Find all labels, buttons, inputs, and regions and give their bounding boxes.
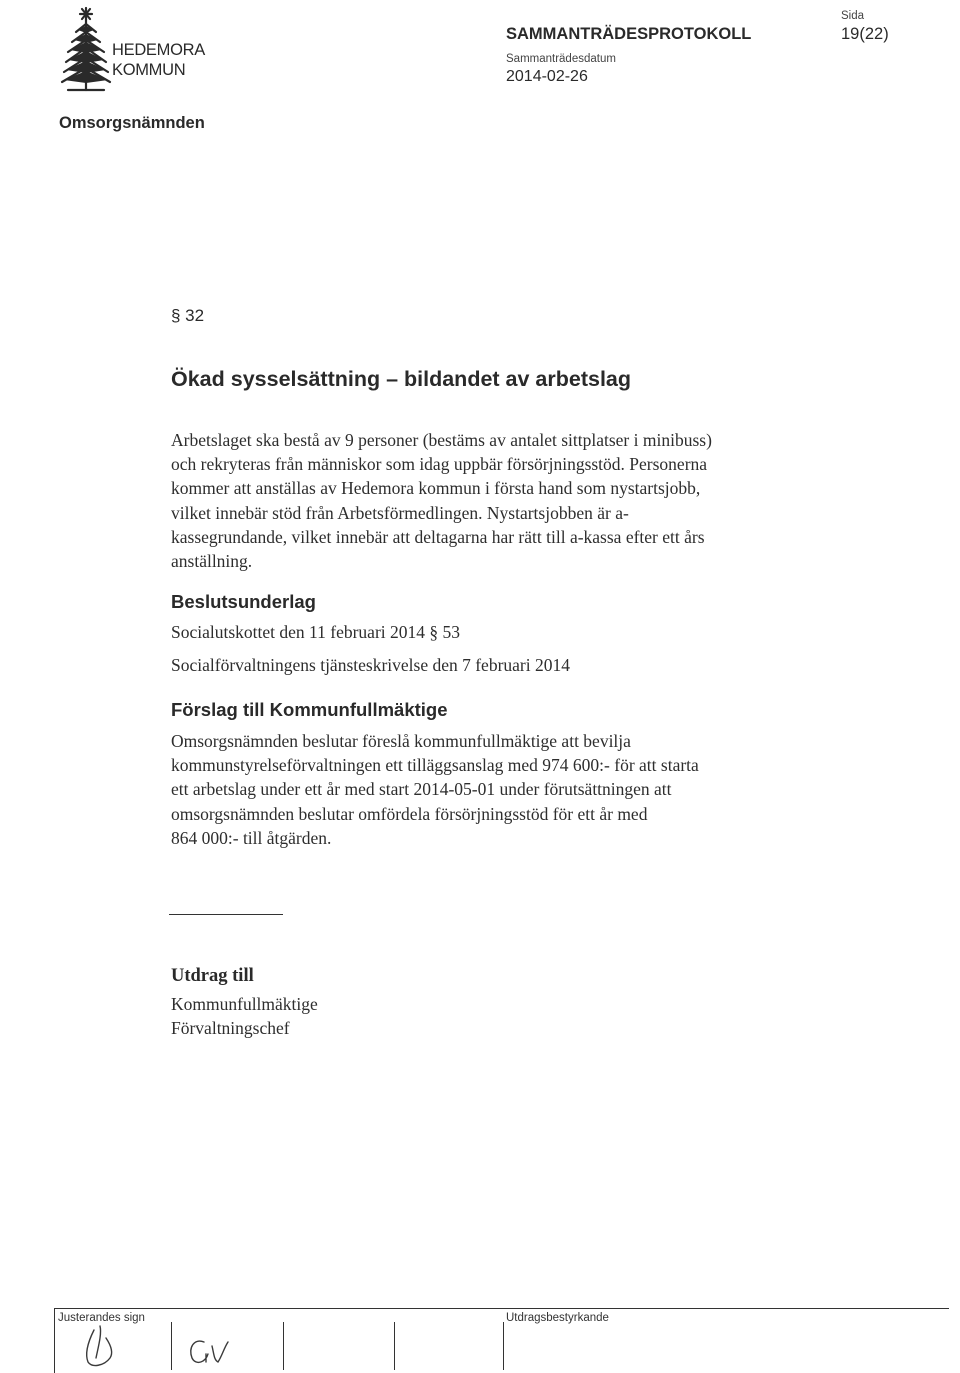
- page-label: Sida: [841, 10, 865, 22]
- signature-box-divider: [503, 1322, 504, 1370]
- proposal-paragraph: [171, 729, 831, 850]
- section-number: § 32: [171, 306, 205, 325]
- proposal-line: kommunstyrelseförvaltningen ett tilläggsanslag med 974 600:- för att starta: [171, 755, 699, 776]
- separator-line: [169, 914, 283, 915]
- intro-line: anställning.: [171, 551, 253, 572]
- proposal-heading: Förslag till Kommunfullmäktige: [171, 699, 448, 720]
- intro-line: kommer att anställas av Hedemora kommun i första hand som nystartsjobb,: [171, 478, 701, 499]
- document-type: SAMMANTRÄDESPROTOKOLL: [506, 25, 752, 43]
- signature-2: [191, 1341, 228, 1362]
- logo-wordmark: [112, 40, 205, 80]
- extract-recipient-list: [171, 992, 318, 1040]
- basis-item: Socialutskottet den 11 februari 2014 § 53: [171, 622, 461, 642]
- signature-box-divider: [394, 1322, 395, 1370]
- extract-heading: Utdrag till: [171, 966, 254, 986]
- justerandes-sign-label: Justerandes sign: [58, 1312, 145, 1324]
- utdragsbestyrkande-label: Utdragsbestyrkande: [506, 1312, 609, 1324]
- intro-paragraph: [171, 428, 831, 573]
- committee-name: Omsorgsnämnden: [59, 114, 205, 132]
- meeting-date-label: Sammanträdesdatum: [506, 53, 616, 65]
- proposal-line: ett arbetslag under ett år med start 2014-05-01 under förutsättningen att: [171, 779, 672, 800]
- signature-1: [87, 1326, 112, 1365]
- proposal-line: omsorgsnämnden beslutar omfördela försörjningsstöd för ett år med: [171, 803, 648, 824]
- handwritten-signatures: [54, 1308, 314, 1373]
- spruce-tree-logo-icon: [58, 6, 114, 96]
- logo-line-1: HEDEMORA: [112, 41, 205, 59]
- logo-line-2: KOMMUN: [112, 61, 186, 79]
- intro-line: Arbetslaget ska bestå av 9 personer (bestäms av antalet sittplatser i minibuss): [171, 430, 712, 450]
- extract-recipient: Förvaltningschef: [171, 1018, 290, 1038]
- municipality-logo: [58, 6, 228, 96]
- intro-line: vilket innebär stöd från Arbetsförmedlingen. Nystartsjobben är a-: [171, 502, 629, 523]
- page-title: Ökad sysselsättning – bildandet av arbetslag: [171, 367, 632, 391]
- proposal-line: Omsorgsnämnden beslutar föreslå kommunfullmäktige att bevilja: [171, 731, 631, 751]
- proposal-line: 864 000:- till åtgärden.: [171, 827, 332, 848]
- basis-heading: Beslutsunderlag: [171, 591, 316, 612]
- intro-line: kassegrundande, vilket innebär att deltagarna har rätt till a-kassa efter ett års: [171, 526, 705, 547]
- page-number: 19(22): [841, 25, 889, 43]
- extract-recipient: Kommunfullmäktige: [171, 994, 318, 1014]
- intro-line: och rekryteras från människor som idag uppbär försörjningsstöd. Personerna: [171, 454, 708, 475]
- meeting-date: 2014-02-26: [506, 68, 588, 85]
- basis-item: Socialförvaltningens tjänsteskrivelse den 7 februari 2014: [171, 655, 570, 675]
